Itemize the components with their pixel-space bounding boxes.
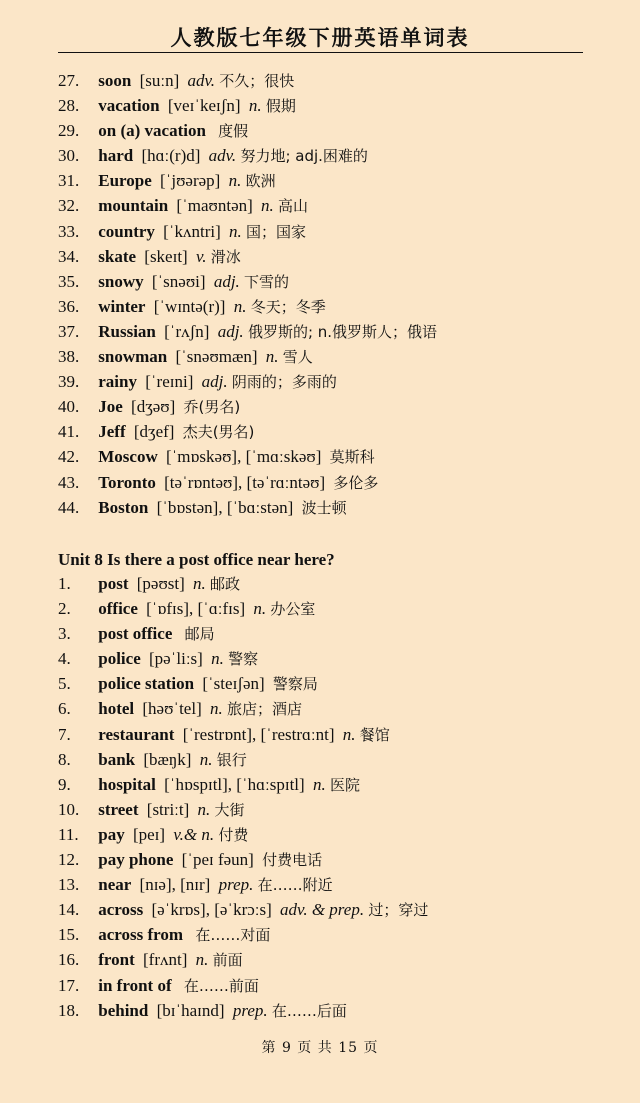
entry-phonetic: [həʊˈtel]	[142, 699, 202, 719]
entry-phonetic: [ˈmɒskəʊ], [ˈmɑːskəʊ]	[165, 447, 322, 467]
entry-phonetic: [dʒef]	[133, 422, 175, 442]
vocab-entry	[58, 93, 618, 118]
entry-number: 43.	[58, 472, 80, 492]
vocab-entry	[58, 747, 618, 772]
entry-phonetic: [ˈbɒstən], [ˈbɑːstən]	[156, 497, 294, 517]
entry-phonetic: [ˈsteɪʃən]	[202, 674, 265, 694]
entry-number: 37.	[58, 321, 80, 341]
entry-part-of-speech: v.& n.	[173, 824, 215, 844]
entry-phonetic: [ˈrʌʃn]	[164, 321, 210, 341]
vocab-entry	[58, 947, 618, 972]
entry-number: 29.	[58, 121, 80, 141]
entry-word: police station	[98, 674, 195, 694]
entry-meaning: 不久；很快	[219, 72, 295, 90]
entry-number: 9.	[58, 774, 71, 794]
entry-word: soon	[98, 71, 132, 90]
entry-number: 39.	[58, 372, 80, 392]
entry-word: snowy	[98, 271, 144, 291]
entry-number: 31.	[58, 171, 80, 191]
entry-part-of-speech: n.	[261, 196, 274, 216]
entry-word: bank	[98, 749, 136, 769]
entry-number: 34.	[58, 246, 80, 266]
vocab-entry	[58, 822, 618, 847]
entry-number: 5.	[58, 674, 71, 694]
entry-meaning: 在……附近	[257, 876, 333, 895]
entry-part-of-speech: n.	[253, 599, 267, 619]
entry-part-of-speech: prep.	[218, 875, 254, 895]
entry-meaning: 大街	[214, 800, 245, 819]
entry-meaning: 雪人	[282, 348, 313, 367]
entry-phonetic: [frʌnt]	[143, 950, 188, 970]
entry-meaning: 波士顿	[301, 498, 347, 517]
vocab-entry	[58, 973, 618, 998]
entry-part-of-speech: n.	[193, 574, 206, 593]
entry-part-of-speech: n.	[265, 347, 279, 367]
vocab-entry	[58, 646, 618, 671]
entry-word: across from	[98, 925, 184, 945]
entry-meaning: 在……后面	[271, 1001, 347, 1020]
entry-word: office	[98, 599, 138, 619]
entry-number: 36.	[58, 296, 80, 316]
vocab-entry	[58, 193, 618, 218]
entry-part-of-speech: v.	[195, 246, 207, 266]
entry-phonetic: [ˈɒfɪs], [ˈɑːfɪs]	[146, 599, 246, 619]
vocab-entry	[58, 571, 618, 596]
entry-phonetic: [əˈkrɒs], [əˈkrɔːs]	[151, 900, 272, 920]
entry-part-of-speech: n.	[229, 221, 242, 241]
entry-number: 30.	[58, 146, 80, 166]
entry-phonetic: [striːt]	[146, 799, 190, 819]
entry-phonetic: [ˈhɒspɪtl], [ˈhɑːspɪtl]	[164, 774, 305, 794]
vocab-entry	[58, 897, 618, 922]
entry-phonetic: [dʒəʊ]	[131, 397, 176, 417]
page-title: 人教版七年级下册英语单词表	[170, 26, 470, 50]
entry-word: rainy	[98, 372, 137, 392]
entry-meaning: 餐馆	[359, 725, 390, 744]
vocab-entry	[58, 847, 618, 872]
entry-number: 33.	[58, 221, 80, 241]
entry-word: Toronto	[98, 472, 156, 492]
entry-meaning: 滑冰	[210, 247, 241, 266]
vocab-entry	[58, 294, 618, 319]
entry-meaning: 国；国家	[246, 222, 307, 241]
entry-number: 6.	[58, 699, 71, 719]
vocab-entry	[58, 696, 618, 721]
entry-phonetic: [ˈsnəʊmæn]	[175, 347, 258, 367]
entry-word: Boston	[98, 497, 149, 517]
entry-phonetic: [ˈreɪni]	[145, 372, 194, 392]
entry-phonetic: [təˈrɒntəʊ], [təˈrɑːntəʊ]	[164, 472, 326, 492]
entry-number: 8.	[58, 749, 71, 769]
entry-number: 14.	[58, 900, 80, 920]
entry-part-of-speech: n.	[248, 96, 262, 116]
vocab-entry	[58, 797, 618, 822]
vocab-entry	[58, 319, 618, 344]
vocab-entry	[58, 269, 618, 294]
entry-word: pay	[98, 824, 125, 844]
vocab-entry	[58, 998, 618, 1023]
entry-meaning: 努力地; adj.困难的	[240, 147, 368, 166]
entry-number: 35.	[58, 271, 80, 291]
entry-meaning: 邮局	[184, 625, 215, 644]
entry-meaning: 警察	[228, 650, 259, 669]
entry-phonetic: [hɑː(r)d]	[141, 146, 201, 166]
entry-word: near	[98, 875, 132, 895]
vocab-entry	[58, 394, 618, 419]
vocab-entry	[58, 68, 618, 93]
entry-number: 44.	[58, 497, 80, 517]
entry-word: skate	[98, 246, 137, 266]
entry-meaning: 银行	[216, 750, 247, 769]
entry-word: Russian	[98, 321, 156, 341]
entry-meaning: 下雪的	[244, 272, 290, 291]
entry-word: Jeff	[98, 422, 126, 442]
entry-part-of-speech: n.	[197, 799, 211, 819]
entry-phonetic: [skeɪt]	[144, 246, 188, 266]
entry-meaning: 在……前面	[183, 976, 259, 995]
entry-number: 12.	[58, 850, 80, 870]
entry-phonetic: [ˈwɪntə(r)]	[153, 296, 226, 316]
entry-meaning: 前面	[212, 951, 243, 970]
entry-phonetic: [veɪˈkeɪʃn]	[167, 96, 241, 116]
entry-meaning: 乔(男名)	[183, 398, 241, 417]
entry-word: front	[98, 950, 135, 970]
entry-number: 41.	[58, 422, 80, 442]
entry-meaning: 莫斯科	[329, 448, 375, 467]
vocab-entry	[58, 621, 618, 646]
entry-meaning: 付费	[218, 825, 249, 844]
entry-number: 18.	[58, 1000, 80, 1020]
vocab-entry	[58, 143, 618, 168]
entry-word: in front of	[98, 975, 172, 995]
entry-number: 27.	[58, 71, 80, 90]
entry-word: Moscow	[98, 447, 158, 467]
entry-number: 13.	[58, 875, 80, 895]
entry-word: hotel	[98, 699, 135, 719]
entry-number: 7.	[58, 724, 71, 744]
entry-part-of-speech: adj.	[213, 271, 240, 291]
entry-meaning: 医院	[329, 775, 360, 794]
entry-word: post office	[98, 624, 173, 644]
vocab-entry	[58, 470, 618, 495]
vocab-entry	[58, 344, 618, 369]
entry-number: 11.	[58, 824, 79, 844]
entry-number: 38.	[58, 347, 80, 367]
entry-number: 15.	[58, 925, 80, 945]
vocab-entry	[58, 772, 618, 797]
entry-meaning: 度假	[218, 122, 249, 141]
entry-phonetic: [bɪˈhaɪnd]	[156, 1000, 225, 1020]
vocab-entry	[58, 922, 618, 947]
entry-part-of-speech: adv.	[187, 71, 216, 90]
entry-word: pay phone	[98, 850, 174, 870]
entry-meaning: 多伦多	[333, 473, 379, 492]
vocab-entry	[58, 118, 618, 143]
entry-number: 4.	[58, 649, 71, 669]
vocab-entry	[58, 219, 618, 244]
entry-word: across	[98, 900, 144, 920]
entry-meaning: 高山	[278, 197, 309, 216]
entry-number: 42.	[58, 447, 80, 467]
entry-part-of-speech: adj.	[217, 321, 244, 341]
entry-phonetic: [ˈrestrɒnt], [ˈrestrɑːnt]	[182, 724, 335, 744]
entry-phonetic: [peɪ]	[132, 824, 166, 844]
entry-number: 2.	[58, 599, 71, 619]
entry-number: 1.	[58, 574, 71, 593]
page-footer: 第 9 页 共 15 页	[261, 1040, 379, 1056]
entry-part-of-speech: prep.	[232, 1000, 268, 1020]
entry-word: post	[98, 574, 129, 593]
entry-number: 40.	[58, 397, 80, 417]
vocab-entry	[58, 369, 618, 394]
entry-number: 3.	[58, 624, 71, 644]
entry-word: on (a) vacation	[98, 121, 206, 141]
entry-phonetic: [ˈkʌntri]	[163, 221, 221, 241]
entry-number: 28.	[58, 96, 80, 116]
entry-phonetic: [nɪə], [nɪr]	[139, 875, 211, 895]
entry-number: 17.	[58, 975, 80, 995]
entry-part-of-speech: n.	[233, 296, 247, 316]
vocab-entry	[58, 671, 618, 696]
unit-heading: Unit 8 Is there a post office near here?	[58, 550, 335, 569]
entry-phonetic: [pəˈliːs]	[149, 649, 203, 669]
entry-phonetic: [ˈsnəʊi]	[151, 271, 206, 291]
entry-meaning: 警察局	[272, 675, 318, 694]
entry-phonetic: [suːn]	[139, 71, 180, 90]
entry-word: street	[98, 799, 139, 819]
entry-meaning: 旅店；酒店	[227, 700, 303, 719]
entry-meaning: 俄罗斯的; n.俄罗斯人；俄语	[247, 322, 438, 341]
entry-part-of-speech: n.	[210, 699, 223, 719]
entry-meaning: 付费电话	[262, 851, 323, 870]
vocab-list-unit7	[58, 68, 618, 520]
entry-word: snowman	[98, 347, 168, 367]
vocab-entry	[58, 419, 618, 444]
entry-part-of-speech: adv. & prep.	[280, 900, 365, 920]
vocab-entry	[58, 722, 618, 747]
entry-phonetic: [ˈpeɪ fəun]	[181, 850, 254, 870]
entry-phonetic: [ˈjʊərəp]	[160, 171, 221, 191]
entry-number: 10.	[58, 799, 80, 819]
entry-part-of-speech: n.	[199, 749, 213, 769]
entry-word: police	[98, 649, 141, 669]
entry-part-of-speech: n.	[342, 724, 356, 744]
entry-meaning: 阴雨的；多雨的	[231, 373, 337, 392]
entry-meaning: 冬天；冬季	[250, 297, 326, 316]
vocab-entry	[58, 444, 618, 469]
entry-part-of-speech: n.	[211, 649, 224, 669]
entry-part-of-speech: n.	[195, 950, 209, 970]
entry-word: vacation	[98, 96, 160, 116]
vocab-entry	[58, 495, 618, 520]
entry-part-of-speech: adv.	[208, 146, 237, 166]
entry-word: country	[98, 221, 155, 241]
entry-meaning: 办公室	[270, 600, 316, 619]
entry-number: 16.	[58, 950, 80, 970]
entry-phonetic: [pəʊst]	[136, 574, 185, 593]
entry-meaning: 过；穿过	[368, 901, 429, 920]
entry-phonetic: [bæŋk]	[143, 749, 192, 769]
title-divider	[58, 52, 583, 53]
entry-word: Europe	[98, 171, 152, 191]
entry-meaning: 在……对面	[195, 926, 271, 945]
vocab-entry	[58, 244, 618, 269]
vocab-list-unit8	[58, 571, 618, 1023]
entry-word: mountain	[98, 196, 169, 216]
entry-word: hard	[98, 146, 134, 166]
entry-meaning: 杰夫(男名)	[182, 423, 255, 442]
entry-word: winter	[98, 296, 146, 316]
entry-phonetic: [ˈmaʊntən]	[176, 196, 253, 216]
entry-number: 32.	[58, 196, 80, 216]
vocab-entry	[58, 872, 618, 897]
entry-meaning: 邮政	[210, 575, 241, 593]
vocab-entry	[58, 596, 618, 621]
entry-part-of-speech: adj.	[201, 372, 228, 392]
entry-part-of-speech: n.	[312, 774, 326, 794]
vocab-entry	[58, 168, 618, 193]
entry-word: hospital	[98, 774, 156, 794]
entry-part-of-speech: n.	[228, 171, 242, 191]
entry-meaning: 欧洲	[245, 172, 276, 191]
entry-word: Joe	[98, 397, 123, 417]
entry-word: behind	[98, 1000, 149, 1020]
entry-word: restaurant	[98, 724, 175, 744]
entry-meaning: 假期	[265, 97, 296, 116]
